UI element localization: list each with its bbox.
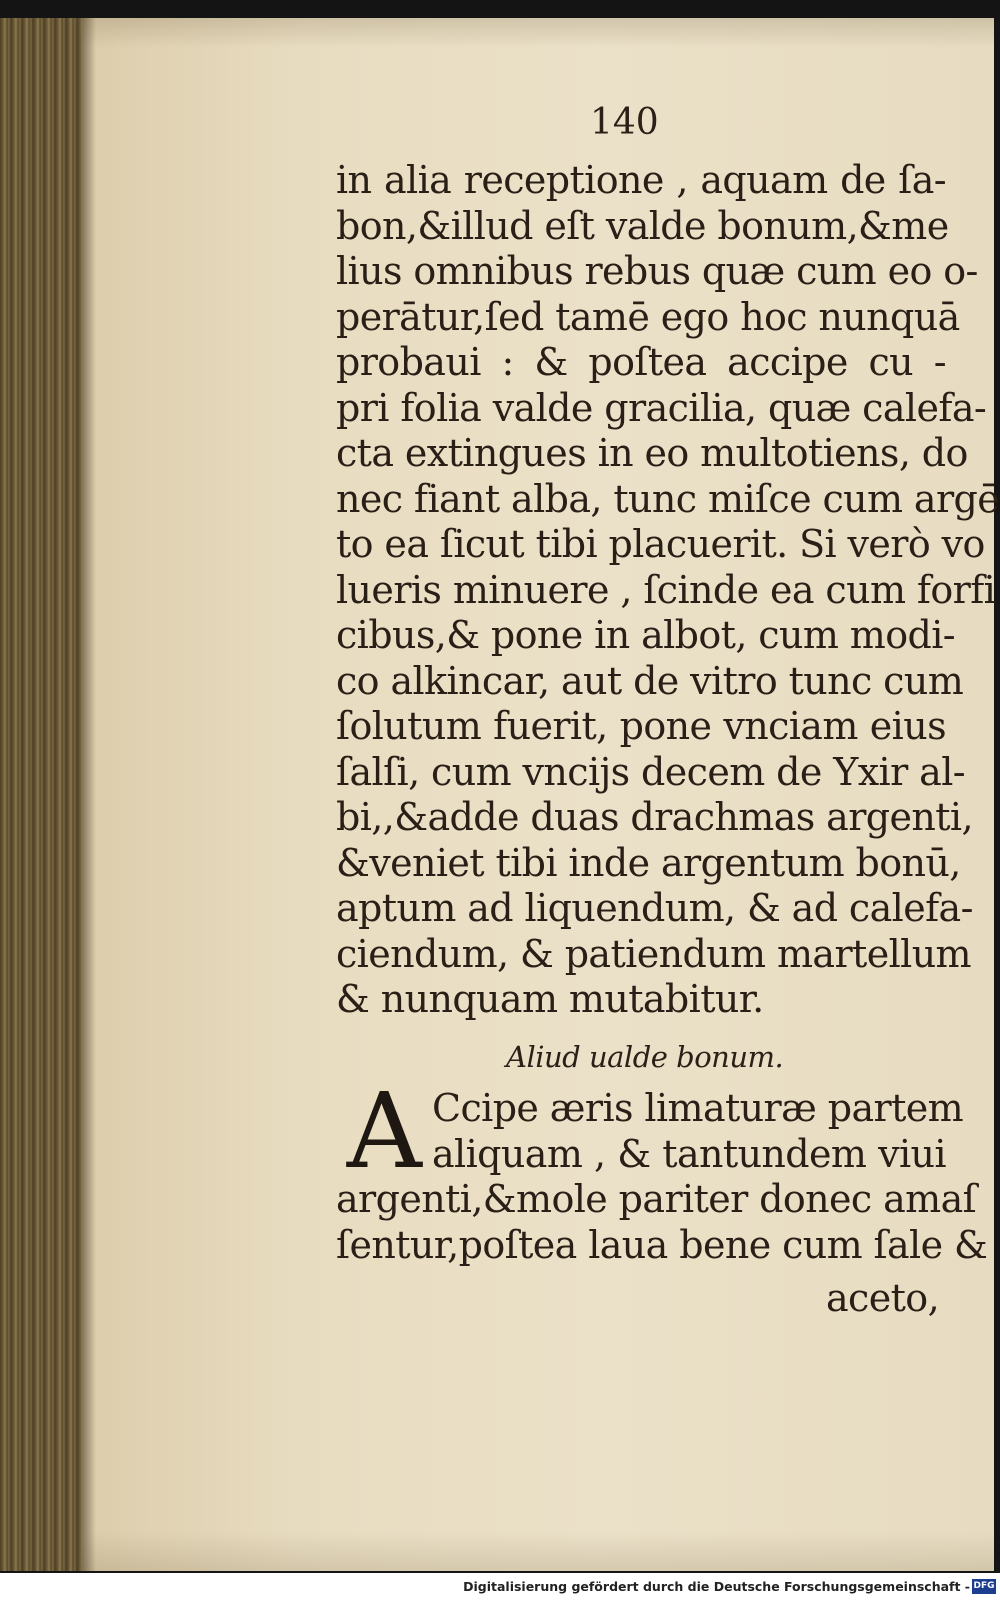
footer-bar xyxy=(0,1573,1000,1602)
text-line: &veniet tibi inde argentum bonū, xyxy=(336,840,961,885)
text-line: co alkincar, aut de vitro tunc cum xyxy=(336,658,964,703)
dfg-logo: DFG xyxy=(972,1579,996,1594)
text-line: nec fiant alba, tunc miſce cum argē xyxy=(336,476,1000,521)
text-line: in alia receptione , aquam de ſa- xyxy=(336,158,946,202)
text-line: probaui : & poſtea accipe cu - xyxy=(336,340,946,384)
page-shadow-top xyxy=(82,18,994,48)
text-line: lius omnibus rebus quæ cum eo o- xyxy=(336,249,978,293)
text-line: to ea ſicut tibi placuerit. Si verò vo xyxy=(336,522,985,566)
text-line: Ccipe æris limaturæ partem xyxy=(432,1086,964,1130)
second-paragraph xyxy=(336,1070,988,1268)
text-line: perātur,ſed tamē ego hoc nunquā xyxy=(336,294,960,339)
text-line: aliquam , & tantundem viui xyxy=(432,1131,946,1176)
main-text-block xyxy=(336,158,1000,1023)
text-line: bon,&illud eſt valde bonum,&me xyxy=(336,203,949,248)
text-line: pri folia valde gracilia, quæ calefa- xyxy=(336,385,987,430)
text-line: ciendum, & patiendum martellum xyxy=(336,931,971,976)
text-line: lueris minuere , ſcinde ea cum forfi xyxy=(336,567,996,612)
page-shadow-bottom xyxy=(82,1531,994,1571)
text-line: ſalſi, cum vncijs decem de Yxir al- xyxy=(336,749,966,794)
page-edges xyxy=(0,18,82,1571)
section-subheading: Aliud ualde bonum. xyxy=(506,1040,784,1074)
text-line: cta extingues in eo multotiens, do xyxy=(336,431,968,475)
text-line: argenti,&mole pariter donec amaſ xyxy=(336,1177,977,1221)
funding-credit: Digitalisierung gefördert durch die Deutsche Forschungsgemeinschaft - xyxy=(463,1579,970,1594)
drop-initial: A xyxy=(346,1070,422,1192)
text-line: & nunquam mutabitur. xyxy=(336,977,764,1021)
text-line: aptum ad liquendum, & ad calefa- xyxy=(336,886,973,930)
catchword: aceto, xyxy=(826,1276,940,1320)
text-line: bi,,&adde duas drachmas argenti, xyxy=(336,795,973,839)
text-line: ſentur,poſtea laua bene cum ſale & xyxy=(336,1222,988,1267)
text-line: ſolutum fuerit, pone vnciam eius xyxy=(336,704,946,748)
text-line: cibus,& pone in albot, cum modi- xyxy=(336,613,956,657)
page-number: 140 xyxy=(590,102,659,143)
